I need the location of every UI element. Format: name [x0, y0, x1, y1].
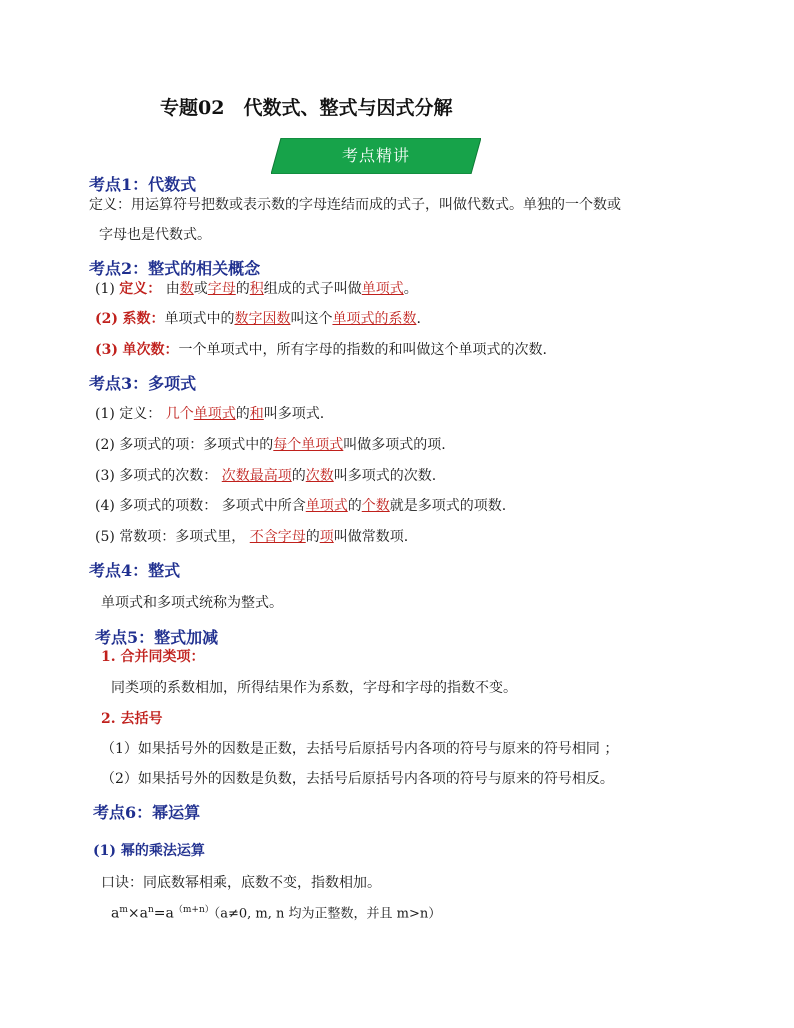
text: 或	[193, 281, 208, 297]
highlight: 每个单项式	[273, 437, 344, 453]
highlight: 和	[249, 406, 264, 422]
list-item-polynomial-count	[95, 495, 506, 515]
formula-base: a	[139, 905, 148, 922]
highlight: 次数最高项	[221, 468, 292, 484]
item-number: (3)	[95, 468, 115, 484]
item-label: 多项式的项数：	[119, 498, 218, 514]
highlight: 数	[179, 281, 194, 297]
subheading-power-multiplication: (1) 幂的乘法运算	[93, 843, 205, 859]
formula-exponent: （m+n）	[173, 905, 214, 915]
subheading-combine-like-terms: 1. 合并同类项：	[101, 649, 205, 665]
power-formula	[111, 902, 441, 922]
definition-line-2: 字母也是代数式。	[99, 227, 211, 243]
text: 多项式中所含	[221, 498, 306, 514]
text: 叫这个	[290, 311, 333, 327]
text: 的	[235, 281, 250, 297]
heading-kaodian-1: 考点1：代数式	[89, 175, 197, 194]
text: 多项式中的	[203, 437, 274, 453]
heading-kaodian-4: 考点4：整式	[89, 561, 181, 580]
highlight: 项	[319, 529, 334, 545]
heading-kaodian-2: 考点2：整式的相关概念	[89, 259, 261, 278]
item-number: (1)	[95, 406, 115, 422]
list-item-polynomial-degree	[95, 465, 436, 485]
text: 单项式中的	[164, 311, 235, 327]
item-label: 定义：	[119, 281, 162, 297]
item-label: 系数：	[122, 311, 165, 327]
highlight: 次数	[305, 468, 334, 484]
heading-kaodian-6: 考点6：幂运算	[93, 803, 201, 822]
list-item-degree	[95, 339, 547, 359]
item-number: (2)	[95, 437, 115, 453]
highlight: 字母	[207, 281, 236, 297]
text: 叫做常数项.	[333, 529, 409, 545]
heading-kaodian-5: 考点5：整式加减	[95, 628, 219, 647]
formula-result-base: =a	[153, 905, 174, 922]
integral-expression-line: 单项式和多项式统称为整式。	[101, 595, 283, 611]
item-label: 多项式的次数：	[119, 468, 218, 484]
highlight: 单项式	[193, 406, 236, 422]
text: 的	[235, 406, 250, 422]
formula-exponent: m	[119, 905, 128, 915]
text: 组成的式子叫做	[263, 281, 362, 297]
highlight: 数字因数	[234, 311, 291, 327]
remove-brackets-negative: （2）如果括号外的因数是负数，去括号后原括号内各项的符号与原来的符号相反。	[101, 771, 614, 787]
highlight: 个数	[361, 498, 390, 514]
mnemonic-line: 口诀：同底数幂相乘，底数不变，指数相加。	[101, 875, 381, 891]
text: 叫多项式.	[263, 406, 325, 422]
list-item-coefficient	[95, 308, 421, 328]
item-label: 常数项：	[119, 529, 176, 545]
item-label: 单次数：	[122, 342, 179, 358]
highlight: 几个	[165, 406, 194, 422]
list-item-polynomial-def	[95, 403, 324, 423]
item-label: 定义：	[119, 406, 162, 422]
banner-label: 考点精讲	[341, 146, 410, 165]
text: 的	[347, 498, 362, 514]
section-banner	[271, 138, 481, 174]
item-number: (4)	[95, 498, 115, 514]
definition-line-1: 定义：用运算符号把数或表示数的字母连结而成的式子，叫做代数式。单独的一个数或	[89, 197, 621, 213]
highlight: 积	[249, 281, 264, 297]
combine-like-terms-line: 同类项的系数相加，所得结果作为系数，字母和字母的指数不变。	[111, 680, 517, 696]
item-number: (5)	[95, 529, 115, 545]
item-number: (3)	[95, 342, 118, 358]
text: 的	[305, 529, 320, 545]
highlight: 不含字母	[249, 529, 306, 545]
list-item-monomial-def	[95, 278, 418, 298]
text: 叫多项式的次数.	[333, 468, 437, 484]
text: 。	[403, 281, 418, 297]
heading-kaodian-3: 考点3：多项式	[89, 374, 197, 393]
highlight: 单项式	[305, 498, 348, 514]
item-number: (1)	[95, 281, 115, 297]
formula-exponent: n	[148, 905, 154, 915]
text: 一个单项式中，所有字母的指数的和叫做这个单项式的次数.	[178, 342, 547, 358]
text: 由	[165, 281, 180, 297]
formula-base: a	[111, 905, 120, 922]
remove-brackets-positive: （1）如果括号外的因数是正数，去括号后原括号内各项的符号与原来的符号相同 ；	[101, 741, 619, 757]
highlight: 单项式	[361, 281, 404, 297]
text: 叫做多项式的项.	[343, 437, 446, 453]
text: .	[416, 311, 421, 327]
list-item-constant-term	[95, 526, 408, 546]
subheading-remove-brackets: 2. 去括号	[101, 711, 163, 727]
text: 多项式里，	[175, 529, 246, 545]
text: 就是多项式的项数.	[389, 498, 507, 514]
page-title: 专题02 代数式、整式与因式分解	[160, 97, 453, 119]
item-number: (2)	[95, 311, 118, 327]
item-label: 多项式的项：	[119, 437, 204, 453]
highlight: 单项式的系数	[332, 311, 417, 327]
text: 的	[291, 468, 306, 484]
formula-condition: （a≠0, m, n 均为正整数，并且 m>n）	[213, 906, 442, 922]
list-item-polynomial-terms	[95, 434, 446, 454]
formula-operator: ×	[127, 905, 140, 922]
